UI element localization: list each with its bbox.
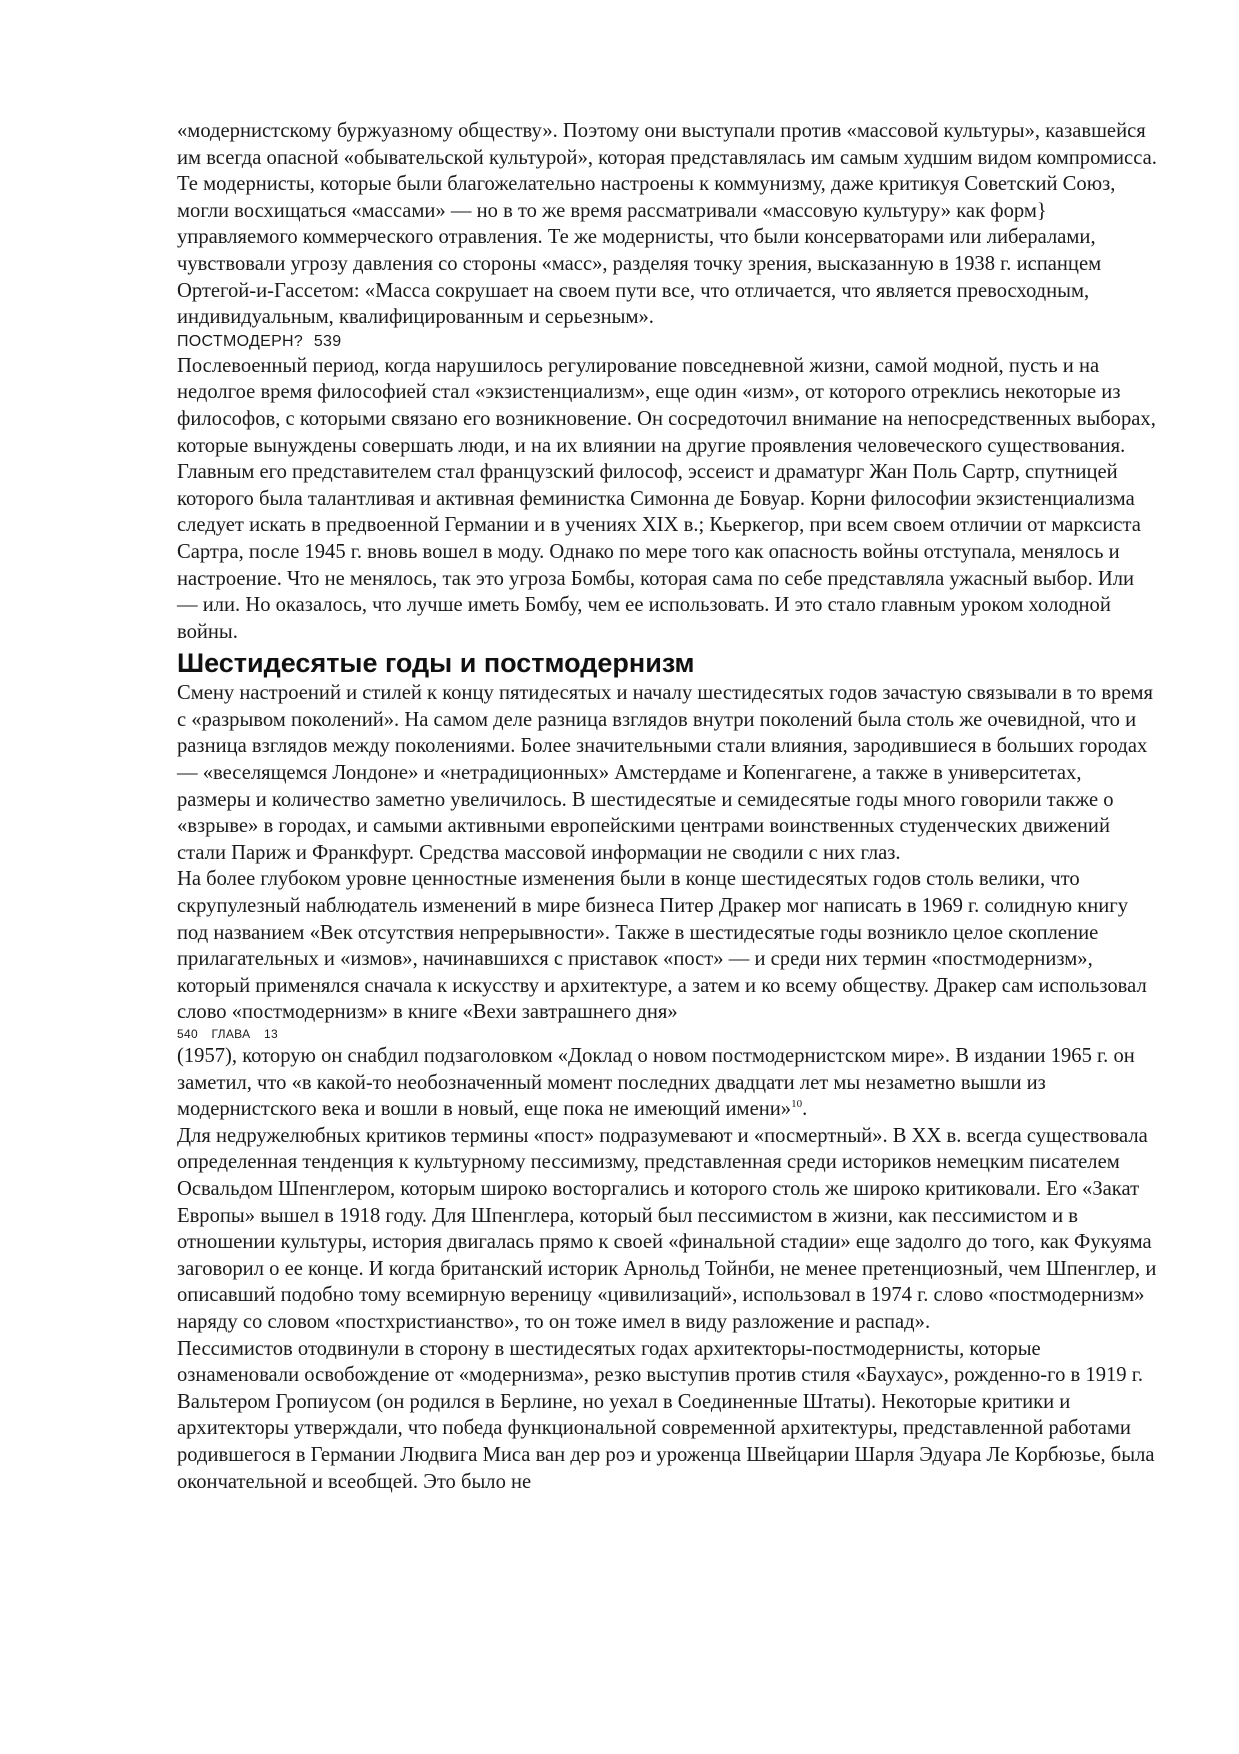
paragraph: Пессимистов отодвинули в сторону в шестидесятых годах архитекторы-постмодернисты, которые ознаменовали освобождение от «модернизма», резко выступив против стиля «Баухаус», рожденно-го в 1919 г. Вальтером Гропиусом (он родился в Берлине, но уехал в Соединенные Штаты). Некоторые критики и архитекторы утверждали, что победа функциональной современной архитектуры, представленной работами родившегося в Германии Людвига Миса ван дер роэ и уроженца Швейцарии Шарля Эдуара Ле Корбюзье, была окончательной и всеобщей. Это было не [177,1337,1155,1493]
paragraph: Смену настроений и стилей к концу пятидесятых и началу шестидесятых годов зачастую связывали в то время с «разрывом поколений». На самом деле разница взглядов внутри поколений была столь же очевидной, что и разница взглядов между поколениями. Более значительными стали влияния, зародившиеся в больших городах — «веселящемся Лондоне» и «нетрадиционных» Амстердаме и Копенгагене, а также в университетах, размеры и количество заметно увеличилось. В шестидесятые и семидесятые годы много говорили также о «взрыве» в городах, и самыми активными европейскими центрами воинственных студенческих движений стали Париж и Франкфурт. Средства массовой информации не сводили с них глаз. [177,682,1153,864]
paragraph-end: . [802,1098,808,1121]
paragraph: На более глубоком уровне ценностные изменения были в конце шестидесятых годов столь велики, что скрупулезный наблюдатель изменений в мире бизнеса Питер Дракер мог написать в 1969 г. солидную книгу под названием «Век отсутствия непрерывности». Также в шестидесятые годы возникло целое скопление прилагательных и «измов», начинавшихся с приставок «пост» — и среди них термин «постмодернизм», который применялся сначала к искусству и архитектуре, а затем и ко всему обществу. Дракер сам использовал слово «постмодернизм» в книге «Вехи завтрашнего дня» [177,868,1147,1024]
paragraph: Для недружелюбных критиков термины «пост» подразумевают и «посмертный». В XX в. всегда существовала определенная тенденция к культурному пессимизму, представленная среди историков немецким писателем Освальдом Шпенглером, которым широко восторгались и которого столь же широко критиковали. Его «Закат Европы» вышел в 1918 году. Для Шпенглера, который был пессимистом в жизни, как пессимистом и в отношении культуры, история двигалась прямо к своей «финальной стадии» еще задолго до того, как Фукуяма заговорил о ее конце. И когда британский историк Арнольд Тойнби, не менее претенциозный, чем Шпенглер, и описавший подобно тому всемирную вереницу «цивилизаций», использовал в 1974 г. слово «постмодернизм» наряду со словом «постхристианство», то он тоже имел в виду разложение и распад». [177,1124,1157,1333]
paragraph-text: (1957), которую он снабдил подзаголовком «Доклад о новом постмодернистском мире». В издании 1965 г. он заметил, что «в какой-то необозначенный момент последних двадцати лет мы незаметно вышли из модернистского века и вошли в новый, еще пока не имеющий имени» [177,1045,1135,1121]
page-text [177,118,1157,1495]
paragraph: Послевоенный период, когда нарушилось регулирование повседневной жизни, самой модной, пусть и на недолгое время философией стал «экзистенциализм», еще один «изм», от которого отреклись некоторые из философов, с которыми связано его возникновение. Он сосредоточил внимание на непосредственных выборах, которые вынуждены совершать люди, и на их влиянии на другие проявления человеческого существования. Главным его представителем стал французский философ, эссеист и драматург Жан Поль Сартр, спутницей которого была талантливая и активная феминистка Симонна де Бовуар. Корни философии экзистенциализма следует искать в предвоенной Германии и в учениях XIX в.; Кьеркегор, при всем своем отличии от марксиста Сартра, после 1945 г. вновь вошел в моду. Однако по мере того как опасность войны отступала, менялось и настроение. Что не менялось, так это угроза Бомбы, которая сама по себе представляла ужасный выбор. Или — или. Но оказалось, что лучше иметь Бомбу, чем ее использовать. И это стало главным уроком холодной войны. [177,354,1156,643]
section-heading: Шестидесятые годы и постмодернизм [177,648,695,679]
paragraph [177,1043,1157,1123]
running-head: ПОСТМОДЕРН? 539 [177,332,342,350]
running-head: 540 ГЛАВА 13 [177,1027,278,1041]
footnote-marker: 10 [791,1098,803,1111]
paragraph: «модернистскому буржуазному обществу». Поэтому они выступали против «массовой культуры», казавшейся им всегда опасной «обывательской культурой», которая представлялась им самым худшим видом компромисса. Те модернисты, которые были благожелательно настроены к коммунизму, даже критикуя Советский Союз, могли восхищаться «массами» — но в то же время рассматривали «массовую культуру» как форм} управляемого коммерческого отравления. Те же модернисты, что были консерваторами или либералами, чувствовали угрозу давления со стороны «масс», разделяя точку зрения, высказанную в 1938 г. испанцем Ортегой-и-Гассетом: «Масса сокрушает на своем пути все, что отличается, что является превосходным, индивидуальным, квалифицированным и серьезным». [177,120,1157,329]
